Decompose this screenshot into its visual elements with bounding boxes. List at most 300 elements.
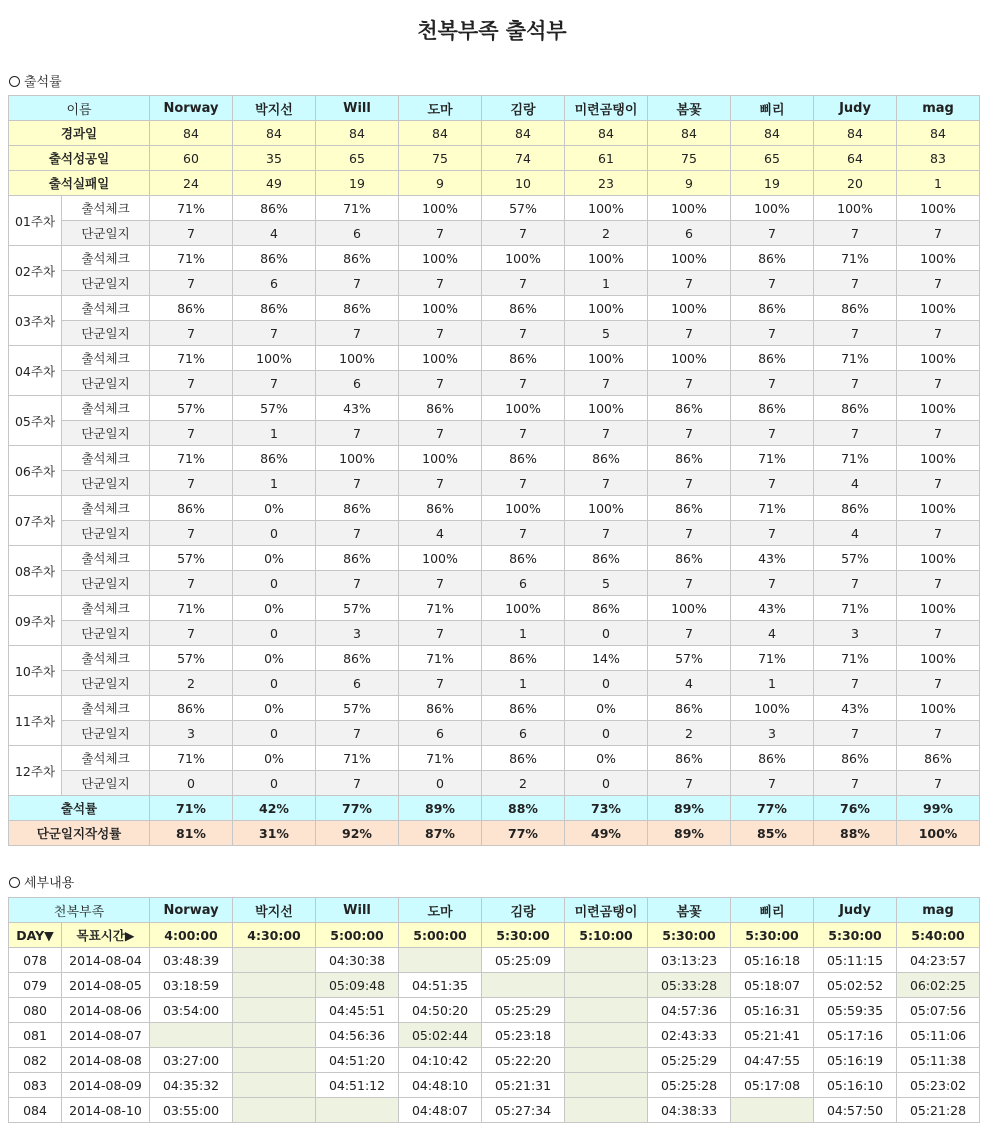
wake-time: 05:07:56 [897,998,980,1023]
check-value: 86% [648,446,731,471]
rate-value: 99% [897,796,980,821]
week-journal-row [9,421,980,446]
summary-value: 49 [233,171,316,196]
wake-time [233,1048,316,1073]
check-value: 100% [399,446,482,471]
wake-time: 05:25:29 [648,1048,731,1073]
week-check-row [9,496,980,521]
check-value: 100% [897,346,980,371]
summary-value: 65 [731,146,814,171]
check-value: 100% [399,246,482,271]
journal-value: 1 [482,671,565,696]
journal-value: 7 [814,221,897,246]
date-cell: 2014-08-08 [62,1048,150,1073]
journal-value: 7 [399,421,482,446]
summary-value: 24 [150,171,233,196]
week-journal-row [9,621,980,646]
check-value: 100% [399,296,482,321]
rate-value: 77% [731,796,814,821]
date-cell: 2014-08-07 [62,1023,150,1048]
journal-value: 1 [233,471,316,496]
summary-value: 83 [897,146,980,171]
week-check-row [9,696,980,721]
journal-value: 7 [897,371,980,396]
summary-value: 19 [731,171,814,196]
week-label: 08주차 [9,546,62,596]
wake-time: 05:25:28 [648,1073,731,1098]
check-value: 100% [897,596,980,621]
wake-time: 05:33:28 [648,973,731,998]
check-value: 86% [316,296,399,321]
wake-time [316,1098,399,1123]
check-label: 출석체크 [62,346,150,371]
check-value: 86% [482,746,565,771]
date-cell: 2014-08-10 [62,1098,150,1123]
journal-value: 4 [648,671,731,696]
check-value: 86% [150,496,233,521]
check-value: 100% [648,346,731,371]
wake-time: 05:27:34 [482,1098,565,1123]
summary-value: 64 [814,146,897,171]
check-value: 86% [482,646,565,671]
check-value: 100% [482,496,565,521]
journal-value: 7 [814,421,897,446]
day-sort-header: DAY▼ [9,923,62,948]
summary-value: 84 [150,121,233,146]
check-value: 86% [150,296,233,321]
wake-time: 04:51:20 [316,1048,399,1073]
member-header: Will [316,898,399,923]
day-number: 079 [9,973,62,998]
check-value: 100% [648,296,731,321]
wake-time [233,1073,316,1098]
journal-value: 0 [233,621,316,646]
check-value: 86% [814,496,897,521]
check-value: 100% [897,696,980,721]
journal-value: 6 [316,671,399,696]
journal-value: 4 [731,621,814,646]
journal-value: 7 [814,321,897,346]
journal-value: 2 [482,771,565,796]
journal-value: 6 [482,721,565,746]
journal-value: 7 [648,371,731,396]
summary-value: 84 [233,121,316,146]
journal-value: 7 [150,371,233,396]
check-value: 57% [150,396,233,421]
wake-time: 05:16:10 [814,1073,897,1098]
journal-value: 7 [150,321,233,346]
rate-value: 89% [648,796,731,821]
rate-value: 71% [150,796,233,821]
check-value: 100% [648,596,731,621]
wake-time: 04:48:07 [399,1098,482,1123]
goal-time: 5:30:00 [648,923,731,948]
journal-value: 7 [814,671,897,696]
journal-value: 7 [399,671,482,696]
summary-label: 출석성공일 [9,146,150,171]
rate-value: 77% [316,796,399,821]
journal-value: 2 [565,221,648,246]
check-value: 100% [565,496,648,521]
journal-value: 7 [814,271,897,296]
check-value: 100% [399,346,482,371]
journal-value: 7 [150,621,233,646]
journal-rate-value: 77% [482,821,565,846]
wake-time [233,1098,316,1123]
check-value: 0% [233,746,316,771]
week-journal-row [9,271,980,296]
check-value: 86% [731,296,814,321]
check-value: 0% [233,496,316,521]
journal-value: 7 [814,771,897,796]
check-value: 86% [482,546,565,571]
week-check-row [9,296,980,321]
check-value: 100% [814,196,897,221]
summary-row [9,171,980,196]
journal-value: 7 [648,421,731,446]
check-value: 86% [399,496,482,521]
summary-value: 9 [648,171,731,196]
check-value: 71% [150,446,233,471]
journal-rate-value: 81% [150,821,233,846]
journal-value: 7 [482,221,565,246]
journal-value: 7 [399,571,482,596]
check-value: 43% [316,396,399,421]
summary-value: 84 [814,121,897,146]
journal-value: 7 [399,221,482,246]
check-value: 86% [731,346,814,371]
check-value: 100% [316,446,399,471]
journal-value: 7 [648,321,731,346]
summary-value: 84 [648,121,731,146]
summary-row [9,146,980,171]
journal-label: 단군일지 [62,521,150,546]
journal-label: 단군일지 [62,271,150,296]
journal-label: 단군일지 [62,771,150,796]
wake-time: 04:47:55 [731,1048,814,1073]
check-value: 86% [399,396,482,421]
journal-value: 7 [399,321,482,346]
journal-value: 7 [482,421,565,446]
wake-time: 05:11:06 [897,1023,980,1048]
journal-value: 7 [482,471,565,496]
member-header: 도마 [399,898,482,923]
member-header: Judy [814,96,897,121]
check-value: 100% [399,196,482,221]
check-label: 출석체크 [62,296,150,321]
member-header: Norway [150,898,233,923]
check-value: 71% [150,196,233,221]
wake-time [233,948,316,973]
date-cell: 2014-08-09 [62,1073,150,1098]
check-value: 100% [482,396,565,421]
check-value: 0% [233,646,316,671]
week-journal-row [9,671,980,696]
wake-time: 05:02:44 [399,1023,482,1048]
week-journal-row [9,771,980,796]
date-cell: 2014-08-05 [62,973,150,998]
wake-time [565,1073,648,1098]
journal-value: 0 [565,621,648,646]
journal-value: 0 [233,521,316,546]
journal-value: 4 [814,521,897,546]
check-value: 0% [233,696,316,721]
journal-value: 7 [731,571,814,596]
member-header: 봄꽃 [648,898,731,923]
journal-value: 7 [482,371,565,396]
journal-value: 6 [316,371,399,396]
summary-value: 84 [731,121,814,146]
journal-rate-value: 100% [897,821,980,846]
check-value: 100% [482,246,565,271]
wake-time: 05:02:52 [814,973,897,998]
journal-rate-row [9,821,980,846]
wake-time: 04:35:32 [150,1073,233,1098]
journal-value: 7 [648,521,731,546]
check-value: 100% [731,196,814,221]
check-value: 86% [482,696,565,721]
rate-value: 88% [482,796,565,821]
journal-value: 7 [316,271,399,296]
rate-value: 76% [814,796,897,821]
week-label: 07주차 [9,496,62,546]
member-header: Norway [150,96,233,121]
wake-time: 04:51:35 [399,973,482,998]
detail-table [8,897,980,1123]
journal-value: 6 [233,271,316,296]
check-label: 출석체크 [62,396,150,421]
check-value: 43% [814,696,897,721]
check-value: 86% [648,746,731,771]
wake-time: 05:21:31 [482,1073,565,1098]
journal-value: 7 [897,421,980,446]
detail-row [9,973,980,998]
check-value: 86% [731,746,814,771]
wake-time [565,1098,648,1123]
summary-value: 74 [482,146,565,171]
check-value: 100% [565,346,648,371]
journal-value: 7 [648,471,731,496]
check-value: 57% [482,196,565,221]
journal-value: 7 [316,471,399,496]
journal-value: 6 [648,221,731,246]
check-value: 57% [814,546,897,571]
check-value: 100% [897,496,980,521]
check-value: 57% [150,646,233,671]
journal-value: 7 [731,221,814,246]
summary-value: 84 [316,121,399,146]
week-check-row [9,546,980,571]
check-value: 86% [814,296,897,321]
member-header: 김랑 [482,96,565,121]
section-detail-label [9,875,74,893]
journal-value: 0 [233,571,316,596]
check-value: 14% [565,646,648,671]
journal-value: 7 [150,521,233,546]
detail-row [9,1048,980,1073]
wake-time [150,1023,233,1048]
header-row [9,96,980,121]
week-check-row [9,596,980,621]
wake-time [233,973,316,998]
journal-value: 1 [731,671,814,696]
journal-label: 단군일지 [62,421,150,446]
wake-time: 05:09:48 [316,973,399,998]
journal-rate-value: 31% [233,821,316,846]
journal-value: 7 [316,771,399,796]
journal-value: 7 [648,271,731,296]
member-header: 봄꽃 [648,96,731,121]
check-value: 100% [482,596,565,621]
journal-value: 7 [482,271,565,296]
rate-label: 출석률 [9,796,150,821]
rate-value: 42% [233,796,316,821]
journal-rate-value: 85% [731,821,814,846]
wake-time: 04:57:36 [648,998,731,1023]
wake-time: 04:30:38 [316,948,399,973]
goal-time: 5:30:00 [814,923,897,948]
week-label: 06주차 [9,446,62,496]
attendance-table [8,95,980,846]
circle-icon [9,76,20,87]
journal-value: 7 [814,721,897,746]
member-header: mag [897,898,980,923]
week-journal-row [9,571,980,596]
check-label: 출석체크 [62,546,150,571]
wake-time [565,1023,648,1048]
wake-time: 03:13:23 [648,948,731,973]
journal-value: 7 [648,771,731,796]
wake-time: 05:11:15 [814,948,897,973]
week-journal-row [9,321,980,346]
journal-value: 0 [150,771,233,796]
journal-label: 단군일지 [62,721,150,746]
check-value: 57% [316,596,399,621]
check-value: 71% [150,596,233,621]
journal-value: 0 [399,771,482,796]
member-header: 삐리 [731,898,814,923]
section-title: 세부내용 [24,876,75,891]
summary-value: 84 [482,121,565,146]
journal-value: 0 [233,721,316,746]
wake-time: 03:55:00 [150,1098,233,1123]
wake-time: 05:21:28 [897,1098,980,1123]
wake-time: 05:17:08 [731,1073,814,1098]
check-value: 57% [648,646,731,671]
wake-time [233,1023,316,1048]
wake-time: 03:18:59 [150,973,233,998]
check-value: 86% [648,546,731,571]
journal-value: 7 [897,321,980,346]
journal-value: 5 [565,321,648,346]
wake-time: 05:22:20 [482,1048,565,1073]
check-value: 71% [399,596,482,621]
journal-value: 5 [565,571,648,596]
goal-time: 4:30:00 [233,923,316,948]
wake-time: 02:43:33 [648,1023,731,1048]
week-label: 11주차 [9,696,62,746]
member-header: 김랑 [482,898,565,923]
journal-value: 7 [316,521,399,546]
week-journal-row [9,721,980,746]
day-number: 084 [9,1098,62,1123]
wake-time: 03:27:00 [150,1048,233,1073]
goal-time: 5:40:00 [897,923,980,948]
journal-value: 7 [814,371,897,396]
check-value: 0% [233,596,316,621]
summary-value: 35 [233,146,316,171]
check-value: 86% [814,746,897,771]
check-value: 86% [897,746,980,771]
wake-time: 05:18:07 [731,973,814,998]
journal-value: 6 [399,721,482,746]
goal-time-header: 목표시간▶ [62,923,150,948]
summary-value: 9 [399,171,482,196]
check-value: 86% [814,396,897,421]
check-value: 100% [648,196,731,221]
check-value: 86% [648,396,731,421]
wake-time: 03:48:39 [150,948,233,973]
goal-time: 5:30:00 [731,923,814,948]
check-value: 86% [399,696,482,721]
check-value: 100% [565,296,648,321]
journal-value: 4 [814,471,897,496]
journal-value: 7 [897,471,980,496]
wake-time: 03:54:00 [150,998,233,1023]
journal-value: 2 [648,721,731,746]
check-value: 86% [316,546,399,571]
member-header: Judy [814,898,897,923]
journal-value: 7 [565,471,648,496]
journal-value: 2 [150,671,233,696]
week-check-row [9,396,980,421]
page-title: 천복부족 출석부 [417,19,567,43]
journal-value: 7 [731,271,814,296]
check-value: 100% [897,646,980,671]
goal-time: 5:30:00 [482,923,565,948]
journal-value: 7 [731,521,814,546]
check-value: 71% [814,246,897,271]
week-label: 04주차 [9,346,62,396]
section-attendance-label [9,74,62,92]
wake-time [565,998,648,1023]
journal-label: 단군일지 [62,621,150,646]
check-value: 100% [897,446,980,471]
journal-rate-value: 88% [814,821,897,846]
journal-value: 1 [482,621,565,646]
journal-value: 7 [150,421,233,446]
journal-value: 7 [565,421,648,446]
journal-value: 3 [731,721,814,746]
check-label: 출석체크 [62,596,150,621]
detail-row [9,1023,980,1048]
name-header: 이름 [9,96,150,121]
journal-value: 0 [565,721,648,746]
check-value: 100% [897,196,980,221]
wake-time: 05:59:35 [814,998,897,1023]
journal-label: 단군일지 [62,321,150,346]
summary-value: 23 [565,171,648,196]
check-value: 71% [316,746,399,771]
wake-time: 05:23:02 [897,1073,980,1098]
check-value: 86% [233,246,316,271]
wake-time: 04:50:20 [399,998,482,1023]
goal-time: 4:00:00 [150,923,233,948]
journal-value: 0 [233,671,316,696]
week-journal-row [9,371,980,396]
journal-label: 단군일지 [62,571,150,596]
tribe-header: 천복부족 [9,898,150,923]
